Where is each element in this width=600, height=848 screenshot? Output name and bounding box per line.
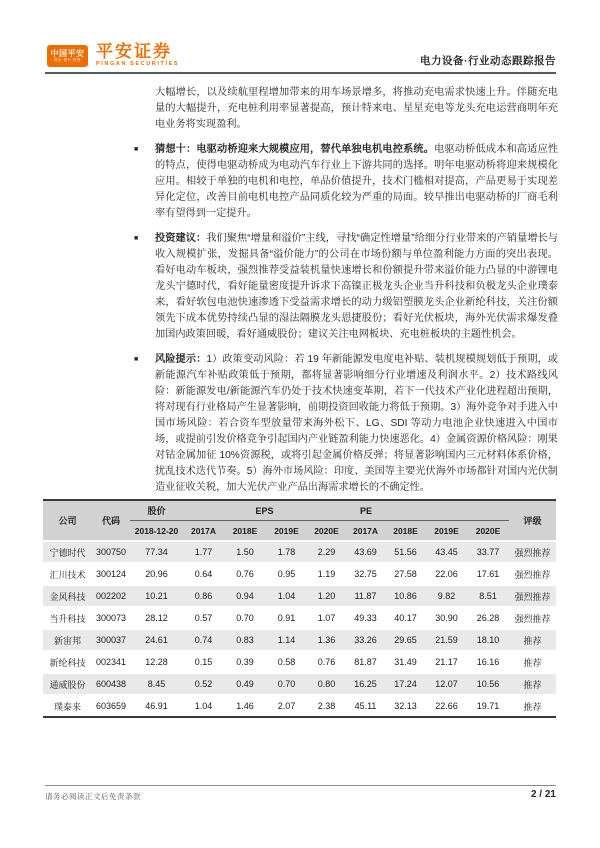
eps-cell: 0.95: [266, 563, 307, 585]
eps-cell: 1.20: [307, 585, 346, 607]
rating-cell: 强烈推荐: [509, 563, 556, 585]
eps-cell: 1.50: [224, 541, 266, 563]
paragraph-text: 1）政策变动风险：若 19 年新能源发电度电补贴、装机规模规划低于预期，或新能源汽车补贴政策低于预期，都将显著影响细分行业增速及利润水平。2）技术路线风险：新能源发电/新能源汽车仍处于技术快速变革期，若下一代技术产业化进程超出预期，将对现有行业格局产生显著影响，前期投资回收能力将低于预期。3）海外竞争对手进入中国市场风险：若合资车型放量带来海外松下、LG、SDI 等动力电池企业快速进入中国市场，或提前引发价格竞争引起国内产业链盈利能力快速恶化。4）金属资源价格风险：刚果对钴金属加征 10%资源税，或将引起金属价格反弹；将显著影响国内三元材料体系价格，扰乱技术迭代节奏。5）海外市场风险：印度、美国等主要光伏海外市场都针对国内光伏制造业征收关税，加大光伏产业产品出海需求增长的不确定性。: [155, 354, 558, 493]
pe-cell: 10.86: [385, 585, 426, 607]
col-subheader: 2019E: [426, 521, 467, 542]
col-subheader: 2017A: [183, 521, 224, 542]
eps-cell: 0.49: [224, 673, 266, 695]
pingan-group-logo: [47, 45, 88, 67]
eps-cell: 0.57: [183, 607, 224, 629]
col-subheader: 2017A: [346, 521, 385, 542]
pe-cell: 21.17: [426, 651, 467, 673]
price-cell: 46.91: [130, 695, 183, 717]
pe-cell: 33.77: [467, 541, 509, 563]
rating-cell: 推荐: [509, 673, 556, 695]
table-row: [43, 651, 556, 673]
col-header-pe: PE: [346, 500, 509, 521]
pe-cell: 27.58: [385, 563, 426, 585]
col-header-price: 股价: [130, 500, 183, 521]
eps-cell: 0.91: [266, 607, 307, 629]
pe-cell: 22.06: [426, 563, 467, 585]
pe-cell: 29.65: [385, 629, 426, 651]
col-subheader: 2020E: [307, 521, 346, 542]
eps-cell: 0.94: [224, 585, 266, 607]
rating-cell: 推荐: [509, 629, 556, 651]
footer-divider: [45, 785, 556, 786]
code-cell: 600438: [92, 673, 130, 695]
page-number: 2 / 21: [530, 789, 556, 800]
price-cell: 28.12: [130, 607, 183, 629]
paragraph-lead: 风险提示：: [155, 354, 207, 365]
company-cell: 通威股份: [43, 673, 92, 695]
company-cell: 当升科技: [43, 607, 92, 629]
pe-cell: 21.59: [426, 629, 467, 651]
rating-cell: 推荐: [509, 695, 556, 717]
company-cell: 汇川技术: [43, 563, 92, 585]
pe-cell: 51.56: [385, 541, 426, 563]
price-cell: 77.34: [130, 541, 183, 563]
eps-cell: 1.04: [183, 695, 224, 717]
company-cell: 宁德时代: [43, 541, 92, 563]
col-subheader: 2020E: [467, 521, 509, 542]
table-row: [43, 673, 556, 695]
price-cell: 12.28: [130, 651, 183, 673]
stock-recommendation-table: [43, 499, 556, 718]
rating-cell: 强烈推荐: [509, 607, 556, 629]
eps-cell: 0.76: [307, 651, 346, 673]
pe-cell: 16.16: [467, 651, 509, 673]
col-header-company: 公司: [43, 500, 92, 541]
pe-cell: 26.28: [467, 607, 509, 629]
col-header-code: 代码: [92, 500, 130, 541]
price-cell: 20.96: [130, 563, 183, 585]
eps-cell: 1.77: [183, 541, 224, 563]
table-row: [43, 563, 556, 585]
brand-block: [96, 43, 179, 68]
logo-tagline: 保险·银行·投资: [53, 58, 82, 62]
pe-cell: 45.11: [346, 695, 385, 717]
code-cell: 603659: [92, 695, 130, 717]
code-cell: 300073: [92, 607, 130, 629]
eps-cell: 1.46: [224, 695, 266, 717]
pe-cell: 10.56: [467, 673, 509, 695]
code-cell: 002202: [92, 585, 130, 607]
paragraph: [133, 231, 558, 343]
pe-cell: 43.45: [426, 541, 467, 563]
company-cell: 新纶科技: [43, 651, 92, 673]
company-cell: 新宙邦: [43, 629, 92, 651]
pe-cell: 12.07: [426, 673, 467, 695]
logo-text: 中国平安: [50, 49, 85, 58]
paragraph-lead: 投资建议：: [155, 233, 207, 244]
code-cell: 002341: [92, 651, 130, 673]
stock-table-body: [43, 541, 556, 717]
pe-cell: 32.13: [385, 695, 426, 717]
table-row: [43, 695, 556, 717]
eps-cell: 1.36: [307, 629, 346, 651]
brand-name-en: PINGAN SECURITIES: [96, 61, 180, 67]
bullet-icon: ■: [134, 356, 139, 363]
pe-cell: 33.26: [346, 629, 385, 651]
rating-cell: 强烈推荐: [509, 585, 556, 607]
table-row: [43, 541, 556, 563]
pe-cell: 17.24: [385, 673, 426, 695]
bullet-icon: ■: [134, 235, 139, 242]
header-divider: [45, 72, 556, 74]
eps-cell: 1.14: [266, 629, 307, 651]
eps-cell: 1.78: [266, 541, 307, 563]
paragraph-text: 大幅增长，以及续航里程增加带来的用车场景增多，将推动充电需求快速上升。伴随充电量的大幅提升，充电桩利用率显著提高，预计特来电、星星充电等龙头充电运营商明年充电业务将实现盈利。: [155, 87, 558, 130]
pe-cell: 18.10: [467, 629, 509, 651]
pe-cell: 30.90: [426, 607, 467, 629]
disclaimer-text: 请务必阅读正文后免责条款: [45, 792, 141, 801]
price-cell: 24.61: [130, 629, 183, 651]
pe-cell: 16.25: [346, 673, 385, 695]
pe-cell: 17.61: [467, 563, 509, 585]
col-subheader: 2019E: [266, 521, 307, 542]
col-subheader: 2018-12-20: [130, 521, 183, 542]
rating-cell: 强烈推荐: [509, 541, 556, 563]
paragraph-text: 我们聚焦“增量和溢价”主线，寻找“确定性增量”给细分行业带来的产销量增长与收入规模扩张，发掘具备“溢价能力”的公司在市场份额与单位盈利能力方面的突出表现。看好电动车板块，强烈推荐受益装机量快速增长和份额提升带来溢价能力凸显的中游锂电龙头宁德时代，看好能量密度提升诉求下高镍正极龙头企业当升科技和负极龙头企业璞泰来，看好软包电池快速渗透下受益需求增长的动力级铝塑膜龙头企业新纶科技，关注份额领先下成本优势持续凸显的湿法隔膜龙头恩捷股份；看好光伏板块，海外光伏需求爆发叠加国内政策回暖，看好通威股份；建议关注电网板块、充电桩板块的主题性机会。: [155, 233, 558, 340]
paragraph: [133, 142, 558, 222]
bullet-icon: ■: [134, 146, 139, 153]
table-row: [43, 607, 556, 629]
rating-cell: 推荐: [509, 651, 556, 673]
eps-cell: 0.76: [224, 563, 266, 585]
paragraph: [133, 85, 558, 133]
pe-cell: 19.71: [467, 695, 509, 717]
col-subheader: 2018E: [385, 521, 426, 542]
pe-cell: 31.49: [385, 651, 426, 673]
col-header-rating: 评级: [509, 500, 556, 541]
code-cell: 300124: [92, 563, 130, 585]
company-cell: 璞泰来: [43, 695, 92, 717]
report-type-title: 电力设备·行业动态跟踪报告: [420, 55, 556, 67]
eps-cell: 0.58: [266, 651, 307, 673]
eps-cell: 1.07: [307, 607, 346, 629]
eps-cell: 0.86: [183, 585, 224, 607]
page-header: [47, 43, 556, 71]
paragraph-lead: 猜想十：电驱动桥迎来大规模应用，替代单独电机电控系统。: [155, 144, 435, 155]
eps-cell: 1.04: [266, 585, 307, 607]
eps-cell: 0.52: [183, 673, 224, 695]
paragraph-text: 电驱动桥低成本和高适应性的特点，使得电驱动桥成为电动汽车行业上下游共同的选择。明年电驱动桥将迎来规模化应用。相较于单独的电机和电控，单品价值提升，技术门槛相对提高，产品更易于实现差异化定位，改善目前电机电控产品同质化较为严重的局面。较早推出电驱动桥的厂商毛利率有望得到一定提升。: [155, 144, 558, 219]
table-group-header-row: [43, 500, 556, 521]
pe-cell: 8.51: [467, 585, 509, 607]
brand-name-cn: 平安证券: [96, 42, 172, 61]
report-body: [133, 85, 558, 497]
col-header-eps: EPS: [183, 500, 346, 521]
code-cell: 300037: [92, 629, 130, 651]
pe-cell: 22.66: [426, 695, 467, 717]
eps-cell: 2.07: [266, 695, 307, 717]
table-row: [43, 629, 556, 651]
code-cell: 300750: [92, 541, 130, 563]
pe-cell: 40.17: [385, 607, 426, 629]
price-cell: 8.45: [130, 673, 183, 695]
pe-cell: 32.75: [346, 563, 385, 585]
eps-cell: 0.74: [183, 629, 224, 651]
paragraph: [133, 352, 558, 496]
eps-cell: 2.29: [307, 541, 346, 563]
eps-cell: 0.70: [266, 673, 307, 695]
eps-cell: 2.38: [307, 695, 346, 717]
eps-cell: 0.80: [307, 673, 346, 695]
eps-cell: 0.83: [224, 629, 266, 651]
pe-cell: 43.69: [346, 541, 385, 563]
eps-cell: 0.64: [183, 563, 224, 585]
pe-cell: 9.82: [426, 585, 467, 607]
table-row: [43, 585, 556, 607]
eps-cell: 0.39: [224, 651, 266, 673]
eps-cell: 0.15: [183, 651, 224, 673]
col-subheader: 2018E: [224, 521, 266, 542]
pe-cell: 81.87: [346, 651, 385, 673]
eps-cell: 0.70: [224, 607, 266, 629]
price-cell: 10.21: [130, 585, 183, 607]
company-cell: 金风科技: [43, 585, 92, 607]
pe-cell: 11.87: [346, 585, 385, 607]
pe-cell: 49.33: [346, 607, 385, 629]
eps-cell: 1.19: [307, 563, 346, 585]
table-header: [43, 500, 556, 541]
